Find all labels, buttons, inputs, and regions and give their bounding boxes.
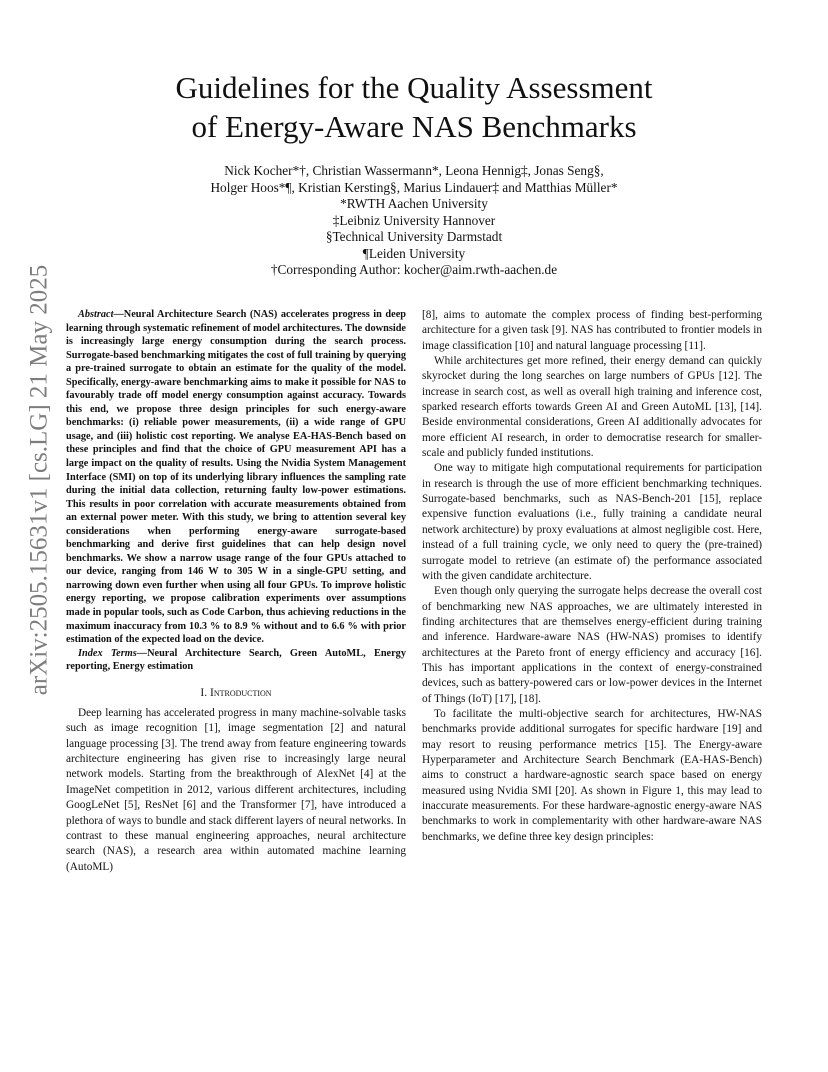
left-column — [66, 308, 406, 875]
body-paragraph: Deep learning has accelerated progress in many machine-solvable tasks such as image recognition [1], image segmentation [2] and natural language processing [3]. The trend away from feature engineering towards architecture engineering has given rise to increasingly large neural network models. Starting from the breakthrough of AlexNet [4] at the ImageNet competition in 2012, various different architectures, including GoogLeNet [5], ResNet [6] and the Transformer [7], have introduced a plethora of ways to bundle and stack different layers of neural networks. In contrast to these manual engineering approaches, neural architecture search (NAS), a research area within automated machine learning (AutoML) — [66, 707, 406, 873]
affiliation: §Technical University Darmstadt — [325, 229, 503, 244]
author-line: Nick Kocher*†, Christian Wassermann*, Leona Hennig‡, Jonas Seng§, — [224, 163, 604, 178]
abstract-label: Abstract — [78, 309, 114, 320]
section-heading: I. Introduction — [200, 686, 272, 699]
author-line: Holger Hoos*¶, Kristian Kersting§, Marius Lindauer‡ and Matthias Müller* — [210, 179, 618, 195]
affiliation: *RWTH Aachen University — [340, 196, 488, 211]
affiliation: ‡Leibniz University Hannover — [332, 212, 496, 228]
author-block — [60, 163, 768, 279]
index-terms-label: Index Terms — [78, 647, 137, 659]
body-paragraph: [8], aims to automate the complex process of finding best-performing architecture for a given task [9]. NAS has contributed to frontier models in image classification [10] and natural language processing [11]. — [422, 309, 762, 352]
index-terms-text: —Neural Architecture Search, Green AutoML, Energy reporting, Energy estimation — [66, 647, 406, 673]
arxiv-identifier — [22, 264, 56, 696]
abstract — [66, 308, 406, 647]
body-paragraph: Even though only querying the surrogate helps decrease the overall cost of benchmarking new NAS approaches, we are ultimately interested in finding architectures that are themselves energy-efficient during training and inference. Hardware-aware NAS (HW-NAS) promises to identify architectures at the Pareto front of energy efficiency and accuracy [16]. This has important applications in the context of energy-constrained devices, such as battery-powered cars or low-power devices in the Internet of Things (IoT) [17], [18]. — [422, 585, 762, 705]
affiliation: ¶Leiden University — [362, 245, 466, 261]
title-line: Guidelines for the Quality Assessment — [175, 70, 653, 105]
body-paragraph: One way to mitigate high computational requirements for participation in research is through the use of more efficient benchmarking techniques. Surrogate-based benchmarks, such as NAS-Bench-201 [15], replace expensive function evaluations (i.e., fully training a candidate neural network architecture) by proxy evaluations at almost negligible cost. Here, instead of a full training cycle, we only need to query the (pre-trained) surrogate model to retrieve (an estimate of) the performance associated with the given candidate architecture. — [422, 462, 762, 582]
abstract-text: —Neural Architecture Search (NAS) accelerates progress in deep learning through systematic refinement of model architectures. The downside is increasingly large energy consumption during the search process. Surrogate-based benchmarking mitigates the cost of full training by querying a pre-trained surrogate to obtain an estimate for the quality of the model. Specifically, energy-aware benchmarking aims to make it possible for NAS to favourably trade off model energy consumption against accuracy. Towards this end, we propose three design principles for such energy-aware benchmarks: (i) reliable power measurements, (ii) a wide range of GPU usage, and (iii) holistic cost reporting. We analyse EA-HAS-Bench based on these principles and find that the choice of GPU measurement API has a large impact on the quality of results. Using the Nvidia System Management Interface (SMI) on top of its underlying library influences the sampling rate during the initial data collection, returning faulty low-power estimations. This results in poor correlation with accurate measurements obtained from an external power meter. With this study, we bring to attention several key considerations when performing energy-aware surrogate-based benchmarking and derive first guidelines that can help design novel benchmarks. We show a narrow usage range of the four GPUs attached to our device, ranging from 146 W to 305 W in a single-GPU setting, and narrowing down even further when using all four GPUs. To improve holistic energy reporting, we propose calibration experiments over assumptions made in popular tools, such as Code Carbon, thus achieving reductions in the maximum inaccuracy from 10.3 % to 8.9 % without and to 6.6 % with prior estimation of the expected load on the device. — [66, 309, 406, 646]
index-terms — [66, 647, 406, 674]
title-line: of Energy-Aware NAS Benchmarks — [191, 109, 637, 144]
body-paragraph: While architectures get more refined, their energy demand can quickly skyrocket during the long searches on large numbers of GPUs [12]. The increase in search cost, as well as overall high training and inference cost, sparked research efforts towards Green AI and Green AutoML [13], [14]. Beside environmental considerations, Green AI additionally advocates for more efficient AI research, in order to democratise research for smaller-scale and publicly funded institutions. — [422, 355, 762, 460]
body-paragraph: To facilitate the multi-objective search for architectures, HW-NAS benchmarks provide additional surrogates for specific hardware [19] and may resort to reusing performance metrics [15]. The Energy-aware Hyperparameter and Architecture Search Benchmark (EA-HAS-Bench) aims to construct a hardware-agnostic search space based on energy measured using Nvidia SMI [20]. As shown in Figure 1, this may lead to inaccurate measurements. For these hardware-agnostic energy-aware NAS benchmarks to work in complementarity with other hardware-aware NAS benchmarks, we define three key design principles: — [422, 707, 762, 843]
right-column — [422, 308, 762, 845]
corresponding-author: †Corresponding Author: kocher@aim.rwth-aachen.de — [270, 262, 558, 277]
arxiv-identifier-text: arXiv:2505.15631v1 [cs.LG] 21 May 2025 — [25, 264, 52, 696]
paper-title — [60, 68, 768, 146]
